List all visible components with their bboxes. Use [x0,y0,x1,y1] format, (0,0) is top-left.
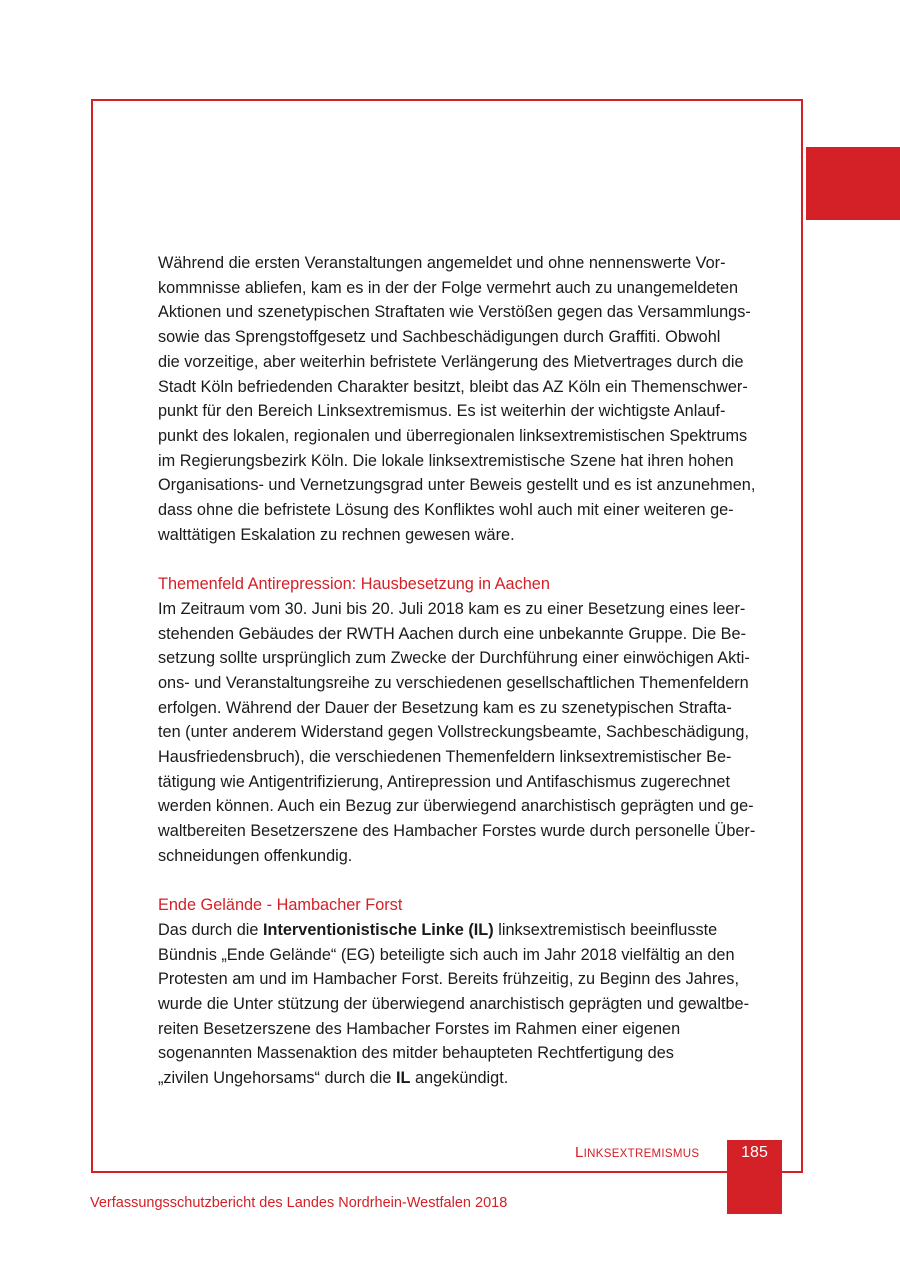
section-ende-gelaende [158,893,788,1091]
text-line: wurde die Unter stützung der überwiegend anarchistisch geprägten und gewaltbe- [158,995,750,1014]
text-line: tätigung wie Antigentrifizierung, Antirepression und Antifaschismus zugerechnet [158,772,730,791]
text-line: Aktionen und szenetypischen Straftaten wie Verstößen gegen das Versammlungs- [158,303,751,322]
text-line: Hausfriedensbruch), die verschiedenen Themenfeldern linksextremistischer Be- [158,748,732,767]
text-line: stehenden Gebäudes der RWTH Aachen durch eine unbekannte Gruppe. Die Be- [158,624,747,643]
running-footer-section: LINKSEXTREMISMUS [575,1144,700,1161]
text-line: reiten Besetzerszene des Hambacher Forstes im Rahmen einer eigenen [158,1019,681,1038]
text-line: schneidungen offenkundig. [158,846,353,865]
text-line: punkt des lokalen, regionalen und überregionalen linksextremistischen Spektrums [158,426,748,445]
text-line: waltbereiten Besetzerszene des Hambacher Forstes wurde durch personelle Über- [158,822,756,841]
text-line: walttätigen Eskalation zu rechnen gewesen wäre. [158,525,515,544]
text-line: Organisations- und Vernetzungsgrad unter Beweis gestellt und es ist anzunehmen, [158,476,756,495]
text-line: sogenannten Massenaktion des mitder behaupteten Rechtfertigung des [158,1044,674,1063]
bold-term: Interventionistische Linke (IL) [262,920,494,939]
chapter-tab [806,147,900,220]
text-line: Das durch die Interventionistische Linke (IL) linksextremistisch beeinflusste [158,920,718,939]
text-line: die vorzeitige, aber weiterhin befristete Verlängerung des Mietvertrages durch die [158,352,744,371]
text-line: erfolgen. Während der Dauer der Besetzung kam es zu szenetypischen Strafta- [158,698,732,717]
text-line: sowie das Sprengstoffgesetz und Sachbeschädigungen durch Graffiti. Obwohl [158,328,721,347]
text-line: dass ohne die befristete Lösung des Konfliktes wohl auch mit einer weiteren ge- [158,501,734,520]
text-line: Während die ersten Veranstaltungen angemeldet und ohne nennenswerte Vor- [158,254,726,272]
text-line: Bündnis „Ende Gelände“ (EG) beteiligte sich auch im Jahr 2018 vielfältig an den [158,945,735,964]
text-line: „zivilen Ungehorsams“ durch die IL angekündigt. [158,1069,509,1088]
section-antirepression [158,572,788,868]
publication-title: Verfassungsschutzbericht des Landes Nordrhein-Westfalen 2018 [90,1195,508,1211]
page-number-box [727,1140,782,1214]
text-line: Stadt Köln befriedenden Charakter besitzt, bleibt das AZ Köln ein Themenschwer- [158,377,748,396]
page-number: 185 [741,1144,768,1161]
text-line: setzung sollte ursprünglich zum Zwecke der Durchführung einer einwöchigen Akti- [158,649,750,668]
bold-term: IL [396,1069,411,1088]
section-heading: Ende Gelände - Hambacher Forst [158,896,403,915]
text-line: punkt für den Bereich Linksextremismus. Es ist weiterhin der wichtigste Anlauf- [158,402,726,421]
text-line: Protesten am und im Hambacher Forst. Bereits frühzeitig, zu Beginn des Jahres, [158,970,739,989]
text-line: werden können. Auch ein Bezug zur überwiegend anarchistisch geprägten und ge- [158,797,754,816]
text-line: ons- und Veranstaltungsreihe zu verschiedenen gesellschaftlichen Themenfeldern [158,673,749,692]
body-text [158,251,788,1091]
text-line: ten (unter anderem Widerstand gegen Vollstreckungsbeamte, Sachbeschädigung, [158,723,750,742]
section-heading: Themenfeld Antirepression: Hausbesetzung in Aachen [158,575,550,594]
text-line: Im Zeitraum vom 30. Juni bis 20. Juli 2018 kam es zu einer Besetzung eines leer- [158,599,746,618]
text-line: im Regierungsbezirk Köln. Die lokale linksextremistische Szene hat ihren hohen [158,451,734,470]
paragraph-intro [158,251,788,547]
text-line: kommnisse abliefen, kam es in der der Folge vermehrt auch zu unangemeldeten [158,278,739,297]
